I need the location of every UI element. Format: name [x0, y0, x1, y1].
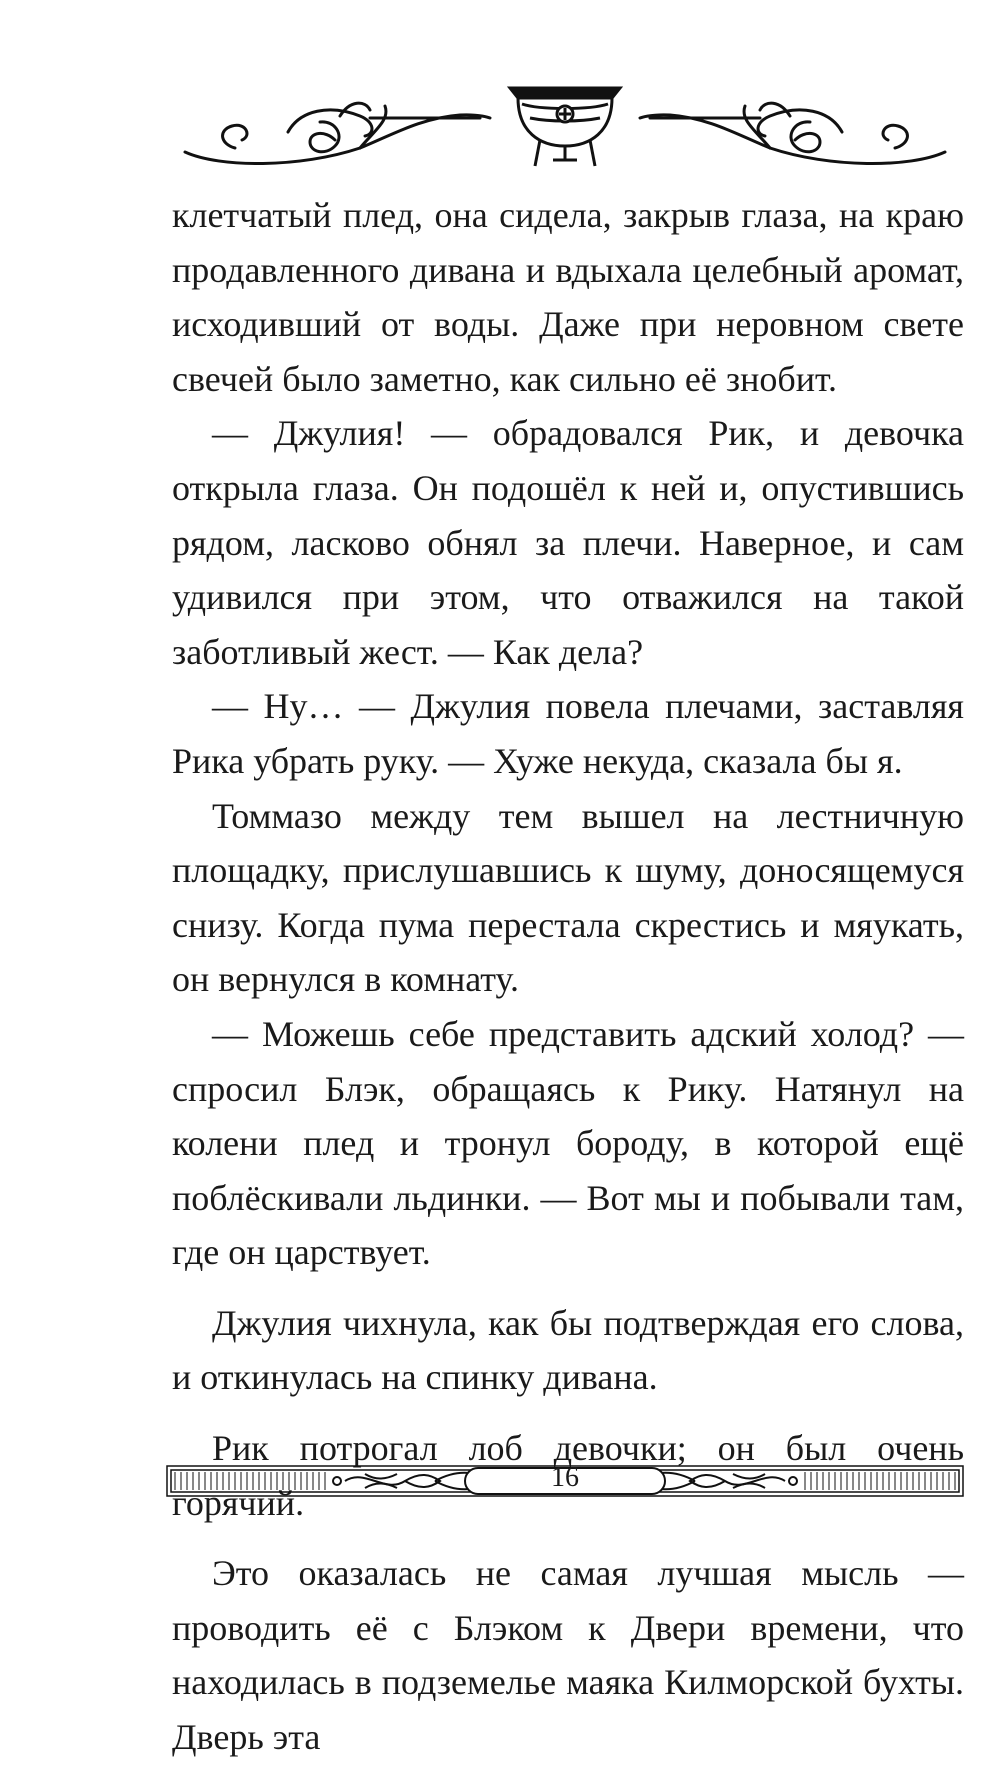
paragraph: Томмазо между тем вышел на лестничную площадку, прислушавшись к шуму, доносящемуся снизу. Когда пума перестала скрестись и мяукать, он вернулся в комнату. [172, 795, 964, 1000]
paragraph: клетчатый плед, она сидела, закрыв глаза, на краю продавленного дивана и вдыхала целебный аромат, исходивший от воды. Даже при неровном свете свечей было заметно, как сильно её знобит. [172, 195, 964, 399]
page-text [172, 188, 964, 1765]
page-number: 16 [551, 1462, 579, 1493]
paragraph: Джулия чихнула, как бы подтверждая его слова, и откинулась на спинку дивана. [172, 1302, 964, 1398]
paragraph: — Ну… — Джулия повела плечами, заставляя Рика убрать руку. — Хуже некуда, сказала бы я. [172, 686, 964, 781]
cauldron-with-scrolls-icon [160, 70, 970, 190]
page-footer [165, 1460, 965, 1500]
paragraph: Это оказалась не самая лучшая мысль — проводить её с Блэком к Двери времени, что находилась в подземелье маяка Килморской бухты. Дверь эта [172, 1553, 964, 1758]
paragraph: — Джулия! — обрадовался Рик, и девочка открыла глаза. Он подошёл к ней и, опустившись рядом, ласково обнял за плечи. Наверное, и сам удивился при этом, что отважился на такой заботливый жест. — Как дела? [172, 413, 964, 672]
paragraph: Рик потрогал лоб девочки; он был очень горячий. [172, 1428, 964, 1523]
paragraph: — Можешь себе представить адский холод? — спросил Блэк, обращаясь к Рику. Натянул на колени плед и тронул бороду, в которой ещё поблёскивали льдинки. — Вот мы и побывали там, где он царствует. [172, 1013, 964, 1273]
